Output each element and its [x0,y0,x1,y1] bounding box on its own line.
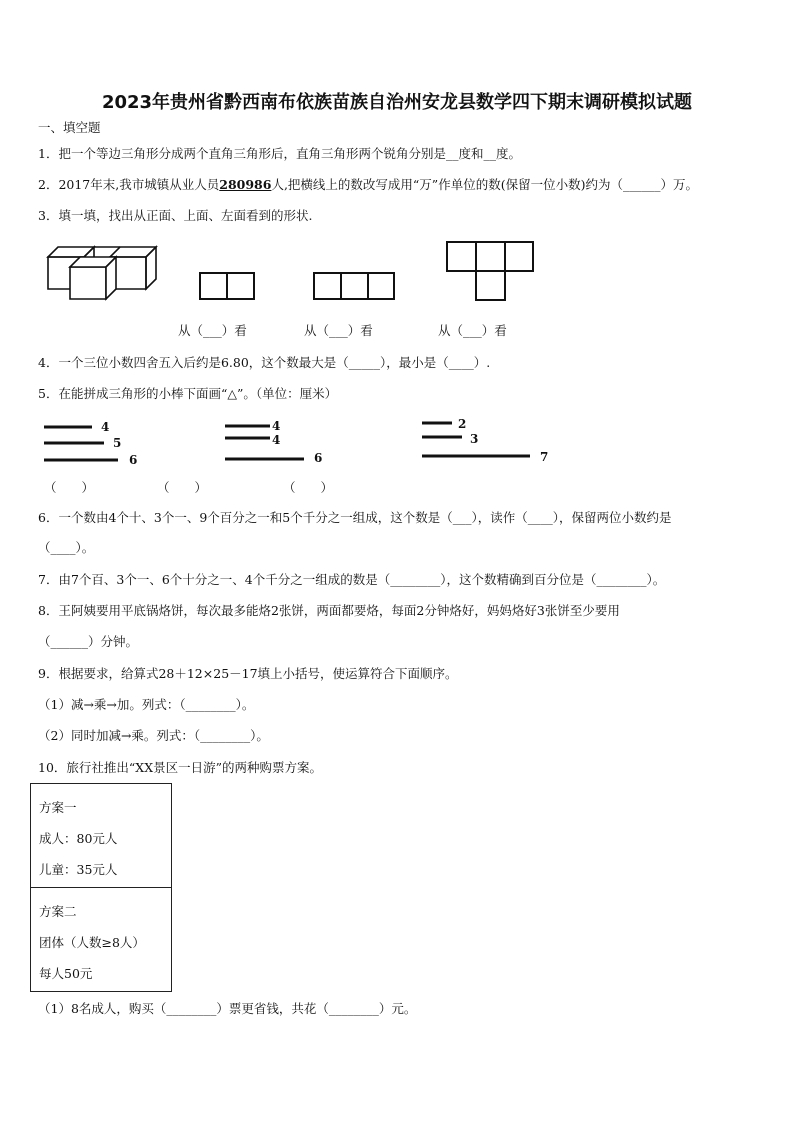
plan2-group: 团体（人数≥8人） [39,935,145,950]
question-10: 10．旅行社推出“XX景区一日游”的两种购票方案。 [38,760,322,775]
stick-1-a-label: 4 [101,420,110,434]
stick-1-b-label: 5 [113,436,122,450]
stick-3-b-label: 3 [470,432,479,446]
view-label-1: 从（___）看 [178,323,247,338]
question-6-line2: （____）。 [38,540,95,555]
section-heading: 一、填空题 [38,120,101,135]
ticket-plans-table [30,783,172,992]
plan1-adult: 成人：80元人 [39,831,118,846]
question-3: 3．填一填，找出从正面、上面、左面看到的形状. [38,208,313,223]
stick-answer-3[interactable]: （ ） [283,480,334,495]
question-8-line2: （______）分钟。 [38,634,139,649]
stick-1-c-label: 6 [129,453,138,467]
view-label-2: 从（___）看 [304,323,373,338]
stick-3-c-label: 7 [540,450,549,464]
plan1-child: 儿童：35元人 [39,862,118,877]
stick-answer-2[interactable]: （ ） [157,480,208,495]
question-2-suffix: 人,把横线上的数改写成用“万”作单位的数(保留一位小数)约为（______）万。 [271,177,698,192]
stick-answer-1[interactable]: （ ） [44,480,95,495]
plan1-title: 方案一 [39,800,77,815]
question-6-line1: 6．一个数由4个十、3个一、9个百分之一和5个千分之一组成，这个数是（___），读作（____），保留两位小数约是 [38,510,672,525]
question-7: 7．由7个百、3个一、6个十分之一、4个千分之一组成的数是（________），这个数精确到百分位是（________）。 [38,572,666,587]
stick-2-b-label: 4 [272,433,281,447]
stick-2-a-label: 4 [272,419,281,433]
question-4: 4．一个三位小数四舍五入后约是6.80，这个数最大是（_____），最小是（____）. [38,355,491,370]
view-two-squares [199,272,255,300]
question-8-line1: 8．王阿姨要用平底锅烙饼，每次最多能烙2张饼，两面都要烙，每面2分钟烙好，妈妈烙好3张饼至少要用 [38,603,620,618]
page-title: 2023年贵州省黔西南布依族苗族自治州安龙县数学四下期末调研模拟试题 [101,92,693,113]
stick-3-a-label: 2 [458,417,467,431]
stick-group-1 [40,418,140,468]
question-1: 1．把一个等边三角形分成两个直角三角形后，直角三角形两个锐角分别是__度和__度。 [38,146,521,161]
view-t-shape [446,241,534,301]
view-three-squares [313,272,395,300]
question-9-part2: （2）同时加减→乘。列式：（________）。 [38,728,269,743]
question-2 [38,177,698,193]
question-2-prefix: 2．2017年末,我市城镇从业人员 [38,177,220,192]
question-2-number: 280986 [219,177,272,192]
plan2-each: 每人50元 [39,966,93,981]
cube-figure [44,243,160,301]
plan-divider [31,887,171,888]
question-10-part1: （1）8名成人，购买（________）票更省钱，共花（________）元。 [38,1001,417,1016]
question-9-part1: （1）减→乘→加。列式：（________）。 [38,697,255,712]
plan2-title: 方案二 [39,904,77,919]
stick-2-c-label: 6 [314,451,323,465]
view-label-3: 从（___）看 [438,323,507,338]
question-9: 9．根据要求，给算式28＋12×25－17填上小括号，使运算符合下面顺序。 [38,666,458,681]
question-5: 5．在能拼成三角形的小棒下面画“△”。（单位：厘米） [38,386,338,401]
